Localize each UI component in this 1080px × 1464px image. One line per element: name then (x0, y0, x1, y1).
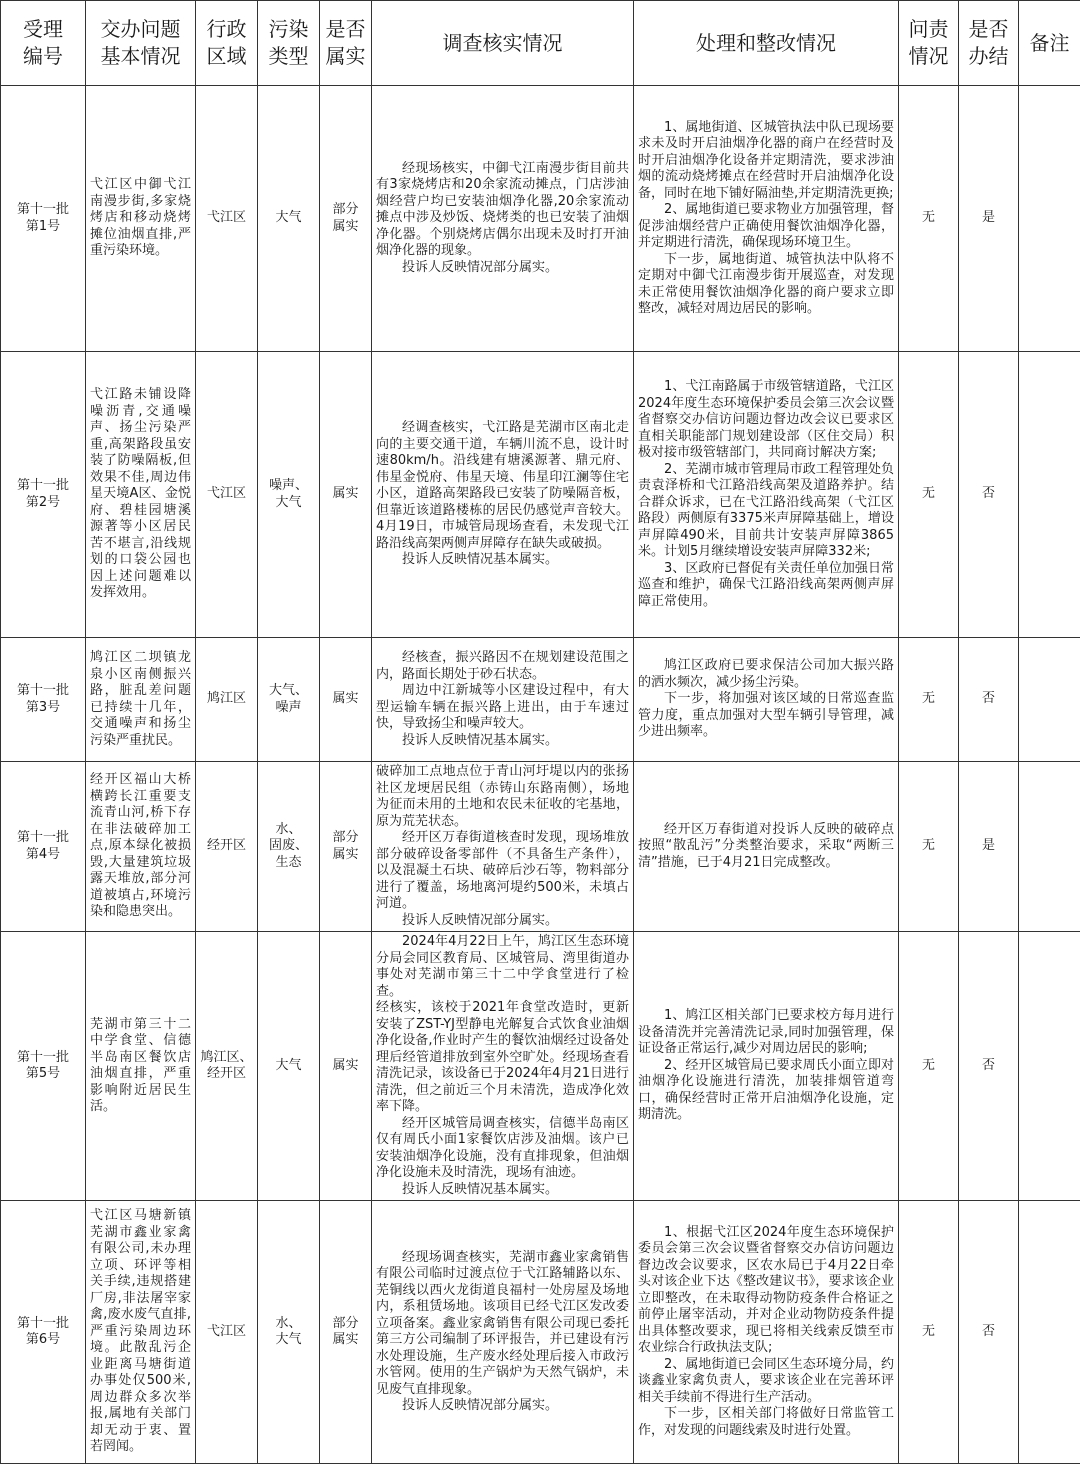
cell-accountability: 无 (899, 762, 959, 932)
cell-handling (634, 352, 899, 638)
paragraph: 3、区政府已督促有关责任单位加强日常巡查和维护，确保弋江路沿线高架两侧声屏障正常使用。 (638, 561, 894, 611)
paragraph: 1、鸠江区相关部门已要求校方每月进行设备清洗并完善清洗记录,同时加强管理，保证设备正常运行,减少对周边居民的影响; (638, 1008, 894, 1058)
cell-pollution: 大气 (258, 932, 320, 1201)
table-row (1, 1201, 1080, 1464)
cell-id: 第十一批 第2号 (1, 352, 86, 638)
table-row (1, 762, 1080, 932)
paragraph: 2、经开区城管局已要求周氏小面立即对油烟净化设施进行清洗，加装排烟管道弯口，确保经营时正常开启油烟净化设施，定期清洗。 (638, 1058, 894, 1124)
header-row (1, 1, 1080, 86)
cell-closed: 否 (959, 638, 1019, 762)
paragraph: 经开区城管局调查核实，信德半岛南区仅有周氏小面1家餐饮店涉及油烟。该户已安装油烟净化设施，没有直排现象，但油烟净化设施未及时清洗，现场有油迹。 (376, 1116, 629, 1182)
cell-problem: 弋江区中御弋江南漫步街,多家烧烤店和移动烧烤摊位油烟直排,严重污染环境。 (86, 86, 196, 352)
cell-accountability: 无 (899, 1201, 959, 1464)
paragraph: 1、属地街道、区城管执法中队已现场要求未及时开启油烟净化器的商户在经营时及时开启油烟净化设备并定期清洗，要求涉油烟的流动烧烤摊点在经营时开启油烟净化设备，同时在地下铺好隔油垫,并定期清洗更换; (638, 120, 894, 203)
paragraph: 2、芜湖市城市管理局市政工程管理处负责袁泽桥和弋江路沿线高架及道路养护。结合群众诉求，已在弋江路沿线高架（弋江区路段）两侧原有3375米声屏障基础上，增设声屏障490米，目前共计安装声屏障3865米。计划5月继续增设安装声屏障332米; (638, 462, 894, 561)
paragraph: 经调查核实，弋江路是芜湖市区南北走向的主要交通干道，车辆川流不息，设计时速80km/h。沿线建有塘溪源著、鼎元府、伟星金悦府、伟星天境、伟星印江澜等住宅小区，道路高架路段已安装了防噪隔音板，但靠近该道路楼栋的居民仍感觉声音较大。4月19日，市城管局现场查看，未发现弋江路沿线高架两侧声屏障存在缺失或破损。 (376, 420, 629, 552)
cell-is-true: 部分 属实 (320, 86, 372, 352)
cell-accountability: 无 (899, 86, 959, 352)
header-remark: 备注 (1019, 1, 1080, 86)
cell-problem: 经开区福山大桥横跨长江重要支流青山河,桥下存在非法破碎加工点,原本绿化被损毁,大量建筑垃圾露天堆放,部分河道被填占,环境污染和隐患突出。 (86, 762, 196, 932)
cell-remark (1019, 762, 1080, 932)
header-area: 行政 区域 (196, 1, 258, 86)
header-closed: 是否 办结 (959, 1, 1019, 86)
header-is-true: 是否 属实 (320, 1, 372, 86)
paragraph: 经现场调查核实，芜湖市鑫业家禽销售有限公司临时过渡点位于弋江路辅路以东、芜铜线以西火龙街道良福村一处房屋及场地内，系租赁场地。该项目已经弋江区发改委立项备案。鑫业家禽销售有限公司现已委托第三方公司编制了环评报告，并已建设有污水处理设施，生产废水经处理后接入市政污水管网。使用的生产锅炉为天然气锅炉，未见废气直排现象。 (376, 1250, 629, 1399)
paragraph: 2、属地街道已要求物业方加强管理，督促涉油烟经营户正确使用餐饮油烟净化器，并定期进行清洗，确保现场环境卫生。 (638, 202, 894, 252)
paragraph: 经核查，振兴路因不在规划建设范围之内，路面长期处于砂石状态。 (376, 650, 629, 683)
paragraph: 经核实，该校于2021年食堂改造时，更新安装了ZST-YJ型静电光解复合式饮食业油烟净化设备,作业时产生的餐饮油烟经过设备处理后经管道排放到室外空旷处。经现场查看清洗记录，该设备已于2024年4月21日进行清洗，但之前近三个月未清洗，造成净化效率下降。 (376, 1000, 629, 1116)
cell-area: 弋江区 (196, 352, 258, 638)
cell-handling (634, 638, 899, 762)
cell-handling (634, 762, 899, 932)
cell-remark (1019, 352, 1080, 638)
header-handling: 处理和整改情况 (634, 1, 899, 86)
cell-problem: 鸠江区二坝镇龙泉小区南侧振兴路，脏乱差问题已持续十几年，交通噪声和扬尘污染严重扰民。 (86, 638, 196, 762)
header-investigation: 调查核实情况 (372, 1, 634, 86)
cell-investigation (372, 638, 634, 762)
cell-handling (634, 1201, 899, 1464)
cell-is-true: 属实 (320, 352, 372, 638)
cell-pollution: 大气 (258, 86, 320, 352)
paragraph: 下一步，将加强对该区域的日常巡查监管力度，重点加强对大型车辆引导管理，减少进出频率。 (638, 691, 894, 741)
cell-accountability: 无 (899, 638, 959, 762)
paragraph: 下一步，区相关部门将做好日常监管工作，对发现的问题线索及时进行处置。 (638, 1406, 894, 1439)
cell-id: 第十一批 第4号 (1, 762, 86, 932)
cell-closed: 否 (959, 1201, 1019, 1464)
cell-remark (1019, 638, 1080, 762)
table-row (1, 638, 1080, 762)
cell-investigation (372, 86, 634, 352)
cell-pollution: 水、 固废、 生态 (258, 762, 320, 932)
table-row (1, 86, 1080, 352)
cell-investigation (372, 932, 634, 1201)
cell-closed: 是 (959, 86, 1019, 352)
cell-id: 第十一批 第5号 (1, 932, 86, 1201)
cell-remark (1019, 86, 1080, 352)
cell-is-true: 属实 (320, 638, 372, 762)
cell-accountability: 无 (899, 932, 959, 1201)
cell-is-true: 属实 (320, 932, 372, 1201)
cell-pollution: 大气、 噪声 (258, 638, 320, 762)
cell-accountability: 无 (899, 352, 959, 638)
paragraph: 1、根据弋江区2024年度生态环境保护委员会第三次会议暨省督察交办信访问题边督边改会议要求，区农水局已于4月22日牵头对该企业下达《整改建议书》，要求该企业立即整改，在未取得动物防疫条件合格证之前停止屠宰活动，并对企业动物防疫条件提出具体整改要求，现已将相关线索反馈至市农业综合行政执法支队; (638, 1225, 894, 1357)
paragraph: 投诉人反映情况部分属实。 (376, 1398, 629, 1415)
header-pollution: 污染 类型 (258, 1, 320, 86)
cell-area: 鸠江区 (196, 638, 258, 762)
cell-area: 鸠江区、 经开区 (196, 932, 258, 1201)
paragraph: 投诉人反映情况基本属实。 (376, 733, 629, 750)
cell-is-true: 部分 属实 (320, 1201, 372, 1464)
paragraph: 投诉人反映情况部分属实。 (376, 260, 629, 277)
paragraph: 鸠江区政府已要求保洁公司加大振兴路的洒水频次，减少扬尘污染。 (638, 658, 894, 691)
paragraph: 经现场核实，中御弋江南漫步街目前共有3家烧烤店和20余家流动摊点，门店涉油烟经营户均已安装油烟净化器,20余家流动摊点中涉及炒饭、烧烤类的也已安装了油烟净化器。个别烧烤店偶尔出现未及时打开油烟净化器的现象。 (376, 161, 629, 260)
table-row (1, 932, 1080, 1201)
cell-problem: 弋江区马塘新镇芜湖市鑫业家禽有限公司,未办理立项、环评等相关手续,违规搭建厂房,非法屠宰家禽,废水废气直排,严重污染周边环境。此散乱污企业距离马塘街道办事处仅500米,周边群众多次举报,属地有关部门却无动于衷、置若罔闻。 (86, 1201, 196, 1464)
cell-problem: 芜湖市第三十二中学食堂、信德半岛南区餐饮店油烟直排，严重影响附近居民生活。 (86, 932, 196, 1201)
cell-area: 经开区 (196, 762, 258, 932)
paragraph: 投诉人反映情况基本属实。 (376, 1182, 629, 1199)
cell-closed: 是 (959, 762, 1019, 932)
paragraph: 经开区万春街道对投诉人反映的破碎点按照“散乱污”分类整治要求，采取“两断三清”措施，已于4月21日完成整改。 (638, 822, 894, 872)
cell-pollution: 水、 大气 (258, 1201, 320, 1464)
cell-pollution: 噪声、 大气 (258, 352, 320, 638)
paragraph: 破碎加工点地点位于青山河圩堤以内的张扬社区龙埂居民组（赤铸山东路南侧），场地为征而未用的土地和农民未征收的宅基地，原为荒芜状态。 (376, 764, 629, 830)
cell-investigation (372, 352, 634, 638)
cell-area: 弋江区 (196, 1201, 258, 1464)
cell-id: 第十一批 第3号 (1, 638, 86, 762)
cell-remark (1019, 1201, 1080, 1464)
cell-id: 第十一批 第1号 (1, 86, 86, 352)
cell-problem: 弋江路未铺设降噪沥青,交通噪声、扬尘污染严重,高架路段虽安装了防噪隔板,但效果不佳,周边伟星天境A区、金悦府、碧桂园塘溪源著等小区居民苦不堪言,沿线规划的口袋公园也因上述问题难以发挥效用。 (86, 352, 196, 638)
paragraph: 周边中江新城等小区建设过程中，有大型运输车辆在振兴路上进出，由于车速过快，导致扬尘和噪声较大。 (376, 683, 629, 733)
cell-area: 弋江区 (196, 86, 258, 352)
paragraph: 投诉人反映情况基本属实。 (376, 552, 629, 569)
header-accountability: 问责 情况 (899, 1, 959, 86)
paragraph: 投诉人反映情况部分属实。 (376, 913, 629, 930)
cell-handling (634, 932, 899, 1201)
paragraph: 1、弋江南路属于市级管辖道路，弋江区2024年度生态环境保护委员会第三次会议暨省督察交办信访问题边督边改会议已要求区直相关职能部门规划建设部（区住交局）积极对接市级管辖部门，共同商讨解决方案; (638, 379, 894, 462)
cell-is-true: 部分 属实 (320, 762, 372, 932)
paragraph: 2024年4月22日上午，鸠江区生态环境分局会同区教育局、区城管局、湾里街道办事处对芜湖市第三十二中学食堂进行了检查。 (376, 934, 629, 1000)
cell-closed: 否 (959, 932, 1019, 1201)
paragraph: 经开区万春街道核查时发现，现场堆放部分破碎设备零部件（不具备生产条件），以及混凝土石块、破碎后沙石等，物料部分进行了覆盖，场地离河堤约500米，未填占河道。 (376, 830, 629, 913)
header-problem: 交办问题 基本情况 (86, 1, 196, 86)
paragraph: 2、属地街道已会同区生态环境分局，约谈鑫业家禽负责人，要求该企业在完善环评相关手续前不得进行生产活动。 (638, 1357, 894, 1407)
header-id: 受理 编号 (1, 1, 86, 86)
cell-id: 第十一批 第6号 (1, 1201, 86, 1464)
cell-investigation (372, 762, 634, 932)
cell-closed: 否 (959, 352, 1019, 638)
table-row (1, 352, 1080, 638)
cell-handling (634, 86, 899, 352)
cell-investigation (372, 1201, 634, 1464)
paragraph: 下一步，属地街道、城管执法中队将不定期对中御弋江南漫步街开展巡查，对发现未正常使用餐饮油烟净化器的商户要求立即整改，减轻对周边居民的影响。 (638, 252, 894, 318)
cell-remark (1019, 932, 1080, 1201)
